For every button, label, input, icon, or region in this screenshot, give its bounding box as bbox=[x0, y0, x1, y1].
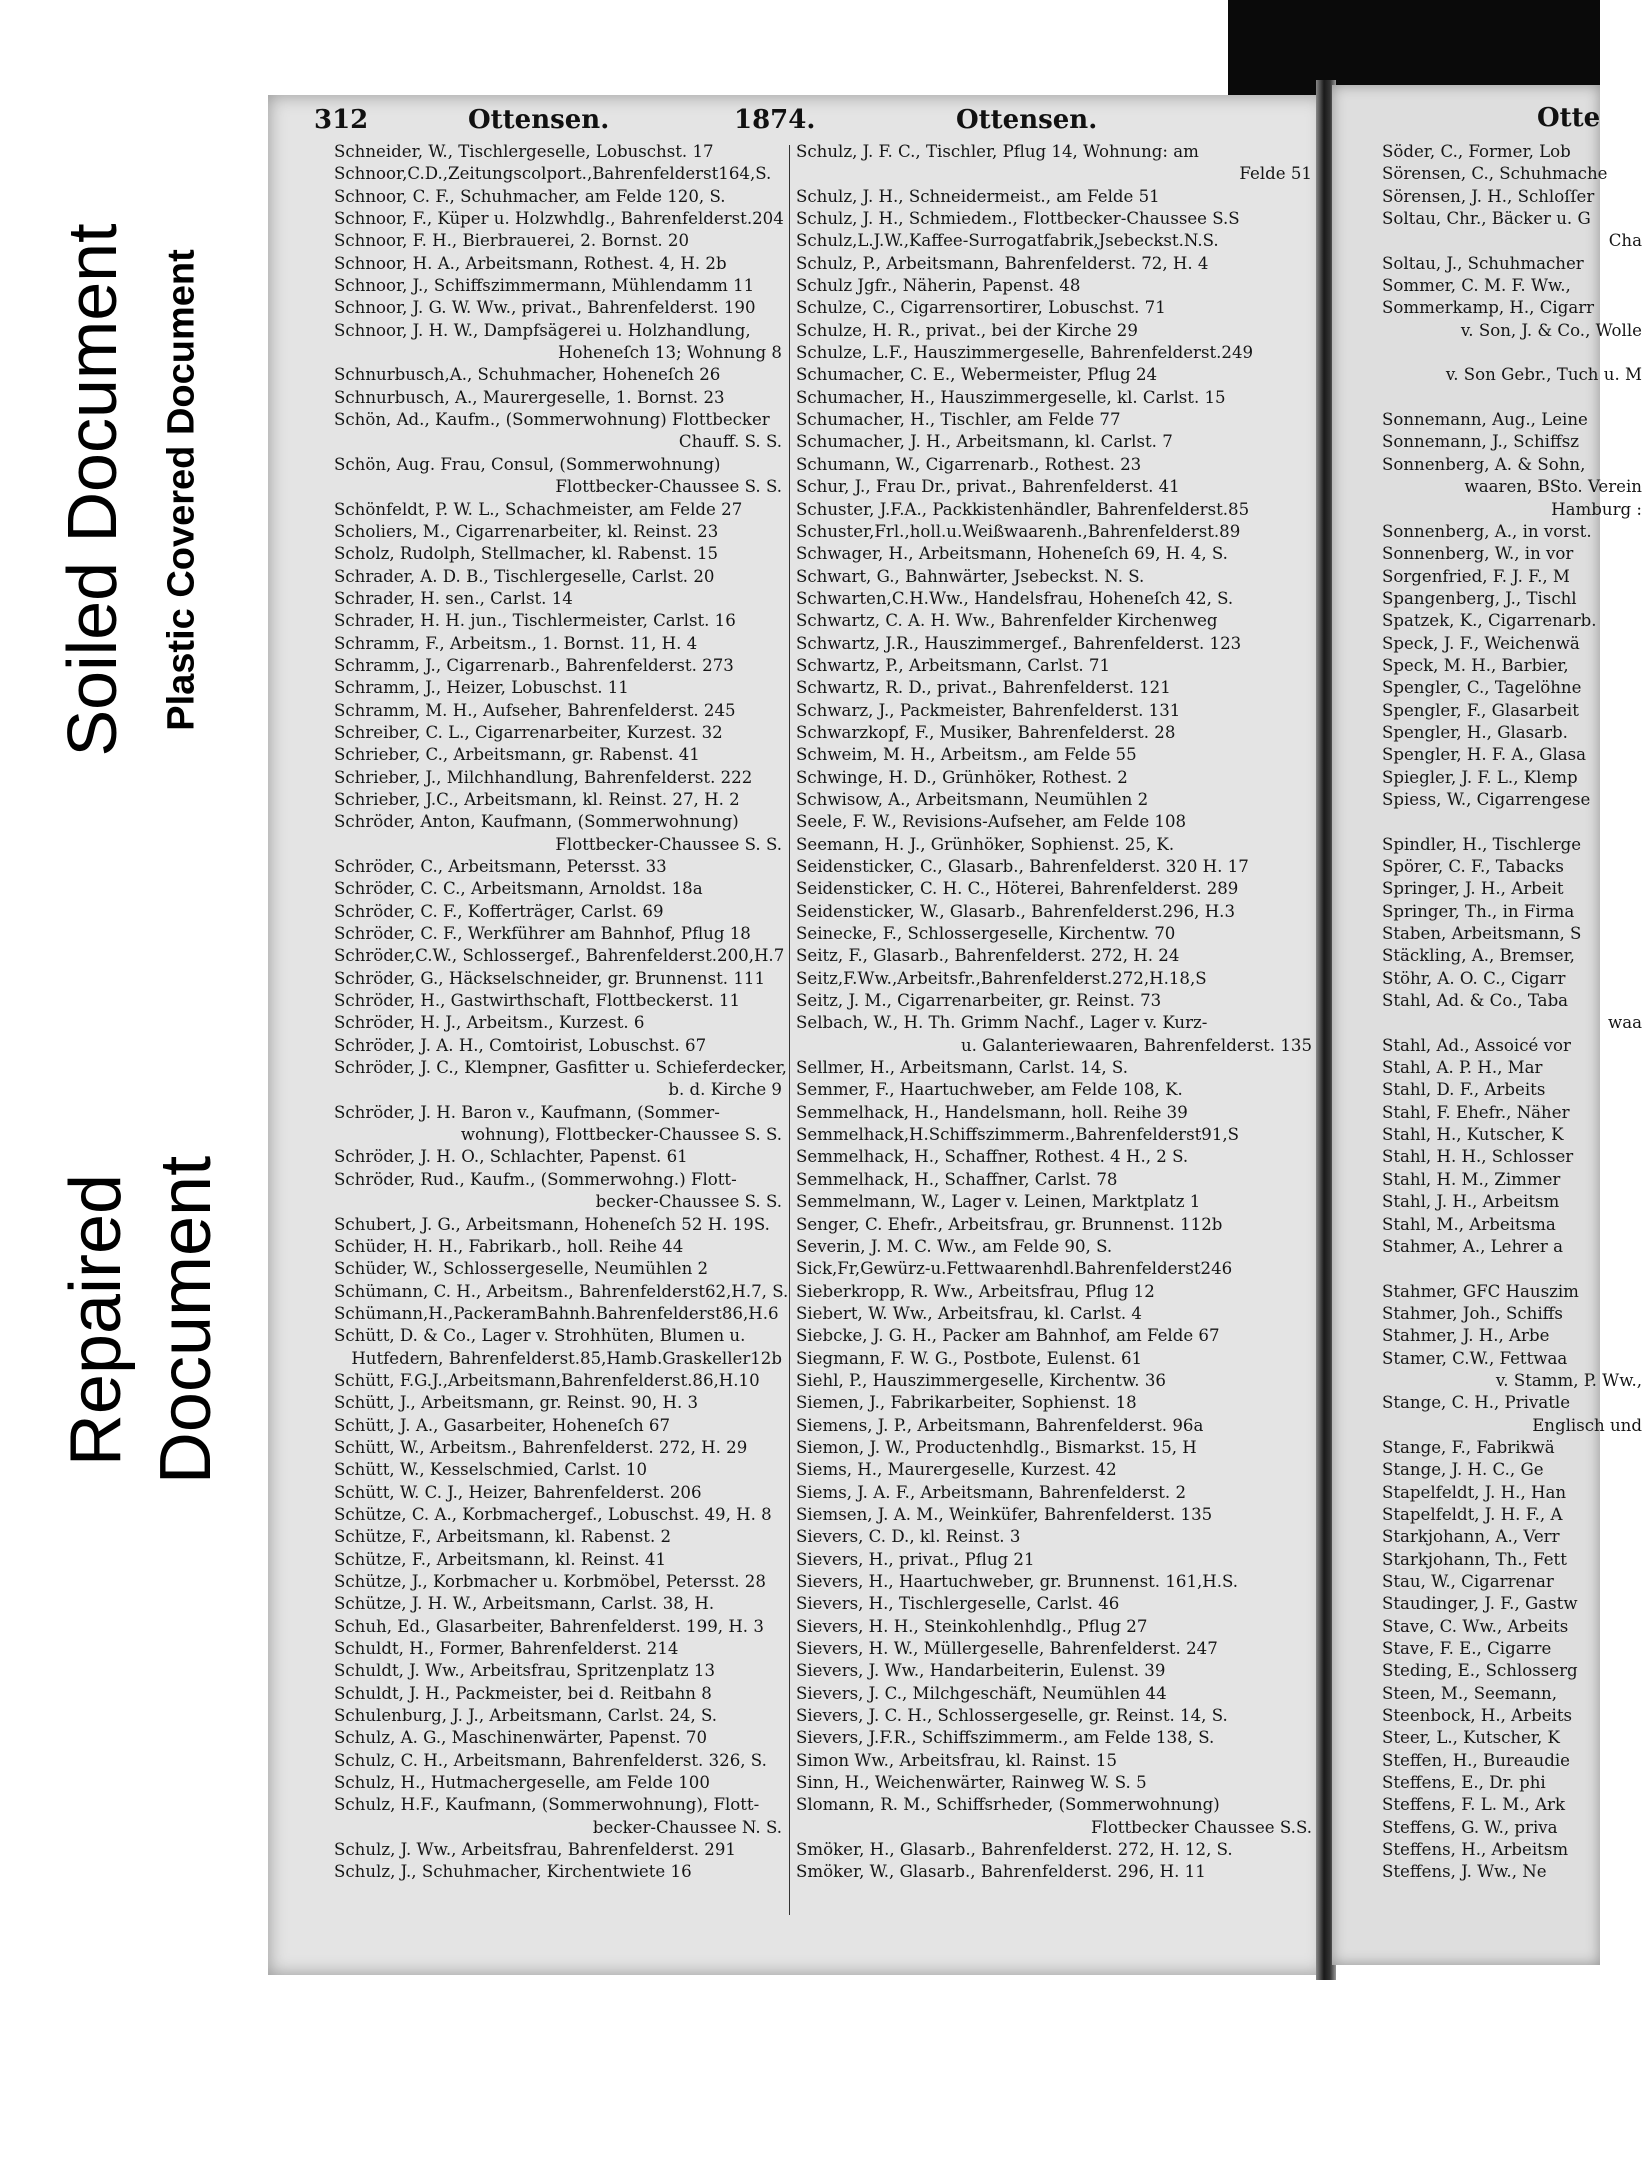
repaired-document-label bbox=[30, 1040, 230, 1600]
directory-entry: Stamer, C.W., Fettwaa bbox=[1382, 1348, 1568, 1368]
directory-entry: Schulz, A. G., Maschinenwärter, Papenst. 70 bbox=[334, 1728, 708, 1748]
directory-entry: Steen, M., Seemann, bbox=[1382, 1683, 1558, 1703]
directory-entry: Schnoor, F. H., Bierbrauerei, 2. Bornst. 20 bbox=[334, 231, 690, 251]
directory-entry: Semmer, F., Haartuchweber, am Felde 108, K. bbox=[796, 1080, 1183, 1100]
directory-entry: Schulz, J. H., Schmiedem., Flottbecker-Chaussee S.S bbox=[796, 209, 1240, 229]
directory-entry: Schröder, Anton, Kaufmann, (Sommerwohnung) bbox=[334, 812, 739, 832]
directory-entry: Schulze, L.F., Hauszimmergeselle, Bahrenfelderst.249 bbox=[796, 343, 1254, 363]
directory-entry: Schulz, J., Schuhmacher, Kirchentwiete 16 bbox=[334, 1862, 692, 1882]
directory-entry: Sievers, H., Haartuchweber, gr. Brunnenst. 161,H.S. bbox=[796, 1572, 1239, 1591]
directory-entry: Schnurbusch, A., Maurergeselle, 1. Bornst. 23 bbox=[334, 387, 725, 407]
directory-entry: Schütt, W., Kesselschmied, Carlst. 10 bbox=[334, 1460, 648, 1480]
directory-entry: Slomann, R. M., Schiffsrheder, (Sommerwohnung) bbox=[796, 1795, 1220, 1815]
directory-entry: Schulz Jgfr., Näherin, Papenst. 48 bbox=[796, 276, 1081, 296]
directory-entry: Stahmer, A., Lehrer a bbox=[1382, 1236, 1564, 1256]
directory-entry: Schütze, C. A., Korbmachergef., Lobuschst. 49, H. 8 bbox=[334, 1504, 772, 1524]
directory-entry: Schneider, W., Tischlergeselle, Lobuschst. 17 bbox=[334, 142, 714, 161]
directory-entry: Seitz, F., Glasarb., Bahrenfelderst. 272, H. 24 bbox=[796, 946, 1180, 966]
directory-entry: Selbach, W., H. Th. Grimm Nachf., Lager v. Kurz- bbox=[796, 1013, 1208, 1033]
directory-entry: Steer, L., Kutscher, K bbox=[1382, 1728, 1560, 1748]
directory-entry: Schröder, J. C., Klempner, Gasfitter u. Schieferdecker, bbox=[334, 1058, 787, 1078]
directory-entry bbox=[1382, 1258, 1642, 1280]
directory-entry: Schulz, J. Ww., Arbeitsfrau, Bahrenfelderst. 291 bbox=[334, 1840, 736, 1860]
directory-entry: Siems, J. A. F., Arbeitsmann, Bahrenfelderst. 2 bbox=[796, 1482, 1187, 1502]
directory-entry: Senger, C. Ehefr., Arbeitsfrau, gr. Brunnenst. 112b bbox=[796, 1214, 1223, 1234]
directory-entry: Schumacher, H., Tischler, am Felde 77 bbox=[796, 410, 1121, 430]
directory-entry: Springer, Th., in Firma bbox=[1382, 901, 1575, 921]
directory-entry: Siemon, J. W., Productenhdlg., Bismarkst. 15, H bbox=[796, 1437, 1197, 1457]
directory-entry: Semmelhack, H., Schaffner, Rothest. 4 H., 2 S. bbox=[796, 1147, 1189, 1167]
directory-entry: Schröder, Rud., Kaufm., (Sommerwohng.) Flott- bbox=[334, 1169, 737, 1189]
directory-entry: Starkjohann, A., Verr bbox=[1382, 1527, 1560, 1547]
directory-entry: Schütze, F., Arbeitsmann, kl. Reinst. 41 bbox=[334, 1549, 667, 1569]
directory-entry: Stau, W., Cigarrenar bbox=[1382, 1572, 1554, 1591]
directory-entry: Hutfedern, Bahrenfelderst.85,Hamb.Graskeller12b bbox=[351, 1348, 782, 1368]
directory-entry: Schütt, F.G.J.,Arbeitsmann,Bahrenfelderst.86,H.10 bbox=[334, 1370, 760, 1390]
directory-entry: Schumacher, J. H., Arbeitsmann, kl. Carlst. 7 bbox=[796, 432, 1173, 452]
directory-entry: Steding, E., Schlosserg bbox=[1382, 1661, 1578, 1681]
header-year: 1874. bbox=[734, 105, 816, 135]
directory-entry: Steffens, F. L. M., Ark bbox=[1382, 1795, 1566, 1815]
directory-entry: Schüder, H. H., Fabrikarb., holl. Reihe 44 bbox=[334, 1236, 684, 1256]
directory-entry: Sievers, H., Tischlergeselle, Carlst. 46 bbox=[796, 1594, 1120, 1614]
directory-entry: Schramm, F., Arbeitsm., 1. Bornst. 11, H. 4 bbox=[334, 633, 698, 653]
directory-entry: Schwager, H., Arbeitsmann, Hoheneſch 69, H. 4, S. bbox=[796, 544, 1228, 564]
directory-entry: Schuldt, J. H., Packmeister, bei d. Reitbahn 8 bbox=[334, 1683, 712, 1703]
directory-entry bbox=[1382, 342, 1642, 364]
directory-entry: Schuldt, J. Ww., Arbeitsfrau, Spritzenplatz 13 bbox=[334, 1661, 716, 1681]
directory-entry: Spatzek, K., Cigarrenarb. bbox=[1382, 611, 1597, 631]
directory-entry: Sievers, H. W., Müllergeselle, Bahrenfelderst. 247 bbox=[796, 1639, 1218, 1659]
directory-entry: Siems, H., Maurergeselle, Kurzest. 42 bbox=[796, 1460, 1117, 1480]
directory-entry: Steffens, G. W., priva bbox=[1382, 1817, 1558, 1837]
directory-entry: Stahl, H. M., Zimmer bbox=[1382, 1169, 1561, 1189]
directory-entry: Sinn, H., Weichenwärter, Rainweg W. S. 5 bbox=[796, 1773, 1147, 1793]
directory-entry: Stahl, A. P. H., Mar bbox=[1382, 1058, 1543, 1078]
next-page-column bbox=[1382, 141, 1642, 1884]
directory-entry: Sievers, J. C. H., Schlossergeselle, gr. Reinst. 14, S. bbox=[796, 1706, 1228, 1726]
directory-entry: Schwartz, C. A. H. Ww., Bahrenfelder Kirchenweg bbox=[796, 611, 1218, 631]
directory-entry: Spindler, H., Tischlerge bbox=[1382, 834, 1582, 854]
directory-entry: Schulz, H.F., Kaufmann, (Sommerwohnung), Flott- bbox=[334, 1795, 760, 1815]
directory-entry: Staben, Arbeitsmann, S bbox=[1382, 924, 1582, 944]
soiled-document-label bbox=[30, 140, 230, 840]
directory-entry: Sieberkropp, R. Ww., Arbeitsfrau, Pflug 12 bbox=[796, 1281, 1155, 1301]
directory-entry: Schnoor, H. A., Arbeitsmann, Rothest. 4, H. 2b bbox=[334, 253, 727, 273]
directory-entry: Steffen, H., Bureaudie bbox=[1382, 1750, 1570, 1770]
directory-entry: Seinecke, F., Schlossergeselle, Kirchentw. 70 bbox=[796, 924, 1176, 944]
directory-entry: Schnoor, J. H. W., Dampfsägerei u. Holzhandlung, bbox=[334, 320, 751, 340]
directory-entry: Schulze, H. R., privat., bei der Kirche 29 bbox=[796, 320, 1138, 340]
directory-entry: Schreiber, C. L., Cigarrenarbeiter, Kurzest. 32 bbox=[334, 722, 723, 742]
directory-entry: Schramm, J., Cigarrenarb., Bahrenfelderst. 273 bbox=[334, 655, 734, 675]
directory-entry: Spangenberg, J., Tischl bbox=[1382, 588, 1577, 608]
directory-entry: Stäckling, A., Bremser, bbox=[1382, 946, 1575, 966]
directory-entry: Schulz, H., Hutmachergeselle, am Felde 100 bbox=[334, 1773, 710, 1793]
directory-entry: Siehl, P., Hauszimmergeselle, Kirchentw. 36 bbox=[796, 1370, 1166, 1390]
directory-entry: Sorgenfried, F. J. F., M bbox=[1382, 566, 1570, 586]
directory-entry: Simon Ww., Arbeitsfrau, kl. Rainst. 15 bbox=[796, 1750, 1118, 1770]
directory-entry: Schrader, H. H. jun., Tischlermeister, Carlst. 16 bbox=[334, 611, 736, 631]
directory-entry: v. Stamm, P. Ww., bbox=[1495, 1370, 1642, 1390]
directory-entry: Speck, J. F., Weichenwä bbox=[1382, 633, 1580, 653]
directory-entry: Spiess, W., Cigarrengese bbox=[1382, 789, 1591, 809]
directory-entry: Schümann,H.,PackeramBahnh.Bahrenfelderst86,H.6 bbox=[334, 1303, 779, 1323]
directory-entry: Springer, J. H., Arbeit bbox=[1382, 879, 1564, 899]
directory-entry: Hamburg : bbox=[1551, 499, 1642, 519]
directory-entry: Siemsen, J. A. M., Weinküfer, Bahrenfelderst. 135 bbox=[796, 1504, 1213, 1524]
directory-entry: Schümann, C. H., Arbeitsm., Bahrenfelderst62,H.7, S. bbox=[334, 1281, 789, 1301]
directory-entry: Schön, Ad., Kaufm., (Sommerwohnung) Flottbecker bbox=[334, 410, 770, 430]
directory-entry: Spörer, C. F., Tabacks bbox=[1382, 857, 1564, 876]
directory-entry: v. Son Gebr., Tuch u. M bbox=[1445, 365, 1642, 385]
directory-entry: waa bbox=[1608, 1013, 1642, 1033]
directory-entry: Schröder, C., Arbeitsmann, Petersst. 33 bbox=[334, 857, 667, 876]
directory-entry: Hoheneſch 13; Wohnung 8 bbox=[558, 343, 782, 363]
directory-entry: v. Son, J. & Co., Wolle bbox=[1460, 320, 1642, 340]
directory-entry: Siegmann, F. W. G., Postbote, Eulenst. 61 bbox=[796, 1348, 1143, 1368]
directory-entry: Schnurbusch,A., Schuhmacher, Hoheneſch 26 bbox=[334, 365, 721, 385]
directory-entry: Chauff. S. S. bbox=[678, 432, 782, 452]
document-text: Document bbox=[146, 1155, 226, 1485]
directory-entry: Smöker, H., Glasarb., Bahrenfelderst. 272, H. 12, S. bbox=[796, 1840, 1233, 1860]
directory-entry: Schuster,Frl.,holl.u.Weißwaarenh.,Bahrenfelderst.89 bbox=[796, 521, 1241, 541]
directory-entry: Schütt, W. C. J., Heizer, Bahrenfelderst. 206 bbox=[334, 1482, 702, 1502]
directory-entry: Schulz, J. H., Schneidermeist., am Felde 51 bbox=[796, 186, 1160, 206]
directory-entry: Siemens, J. P., Arbeitsmann, Bahrenfelderst. 96a bbox=[796, 1415, 1204, 1435]
directory-entry: Schwartz, P., Arbeitsmann, Carlst. 71 bbox=[796, 655, 1111, 675]
directory-entry: Stahmer, J. H., Arbe bbox=[1382, 1326, 1550, 1346]
page-number: 312 bbox=[314, 105, 369, 135]
directory-entry: Stahl, J. H., Arbeitsm bbox=[1382, 1192, 1560, 1212]
directory-entry: Stange, F., Fabrikwä bbox=[1382, 1437, 1555, 1457]
directory-entry: Schütt, W., Arbeitsm., Bahrenfelderst. 272, H. 29 bbox=[334, 1437, 748, 1457]
directory-entry: Flottbecker-Chaussee S. S. bbox=[555, 834, 782, 854]
next-page bbox=[1332, 85, 1642, 1965]
directory-entry: Seele, F. W., Revisions-Aufseher, am Felde 108 bbox=[796, 812, 1187, 832]
directory-entry: Scholz, Rudolph, Stellmacher, kl. Rabenst. 15 bbox=[334, 544, 719, 564]
directory-entry: Schröder, C. F., Werkführer am Bahnhof, Pflug 18 bbox=[334, 924, 751, 944]
directory-entry: Sellmer, H., Arbeitsmann, Carlst. 14, S. bbox=[796, 1058, 1128, 1078]
directory-entry: Stahl, Ad., Assoicé vor bbox=[1382, 1035, 1571, 1055]
directory-entry: Siemen, J., Fabrikarbeiter, Sophienst. 18 bbox=[796, 1393, 1137, 1413]
directory-entry: Steffens, J. Ww., Ne bbox=[1382, 1862, 1547, 1882]
directory-entry: Siebcke, J. G. H., Packer am Bahnhof, am Felde 67 bbox=[796, 1326, 1220, 1346]
directory-entry: Sörensen, C., Schuhmache bbox=[1382, 164, 1608, 184]
directory-entry: Schnoor,C.D.,Zeitungscolport.,Bahrenfelderst164,S. bbox=[334, 164, 772, 184]
directory-entry: Schulenburg, J. J., Arbeitsmann, Carlst. 24, S. bbox=[334, 1706, 718, 1726]
directory-entry: Schröder, G., Häckselschneider, gr. Brunnenst. 111 bbox=[334, 968, 766, 988]
directory-entry: Stahl, D. F., Arbeits bbox=[1382, 1080, 1546, 1100]
directory-entry: Speck, M. H., Barbier, bbox=[1382, 655, 1569, 675]
directory-entry: Spiegler, J. F. L., Klemp bbox=[1382, 767, 1578, 787]
directory-entry: Felde 51 bbox=[1239, 164, 1312, 184]
directory-entry: Schnoor, C. F., Schuhmacher, am Felde 120, S. bbox=[334, 186, 726, 206]
column-divider bbox=[789, 145, 790, 1915]
directory-entry: Sievers, J. C., Milchgeschäft, Neumühlen 44 bbox=[796, 1683, 1167, 1703]
directory-entry: Seidensticker, C., Glasarb., Bahrenfelderst. 320 H. 17 bbox=[796, 857, 1249, 876]
directory-entry: Schumacher, H., Hauszimmergeselle, kl. Carlst. 15 bbox=[796, 387, 1226, 407]
directory-entry: Söder, C., Former, Lob bbox=[1382, 142, 1571, 161]
directory-entry bbox=[1382, 811, 1642, 833]
directory-entry: Spengler, H., Glasarb. bbox=[1382, 722, 1568, 742]
directory-entry: Schröder, J. H. Baron v., Kaufmann, (Sommer- bbox=[334, 1102, 720, 1122]
directory-entry: Schnoor, J. G. W. Ww., privat., Bahrenfelderst. 190 bbox=[334, 298, 756, 318]
directory-entry: Schwarten,C.H.Ww., Handelsfrau, Hoheneſch 42, S. bbox=[796, 588, 1234, 608]
directory-entry: Sonnemann, Aug., Leine bbox=[1382, 410, 1588, 430]
directory-entry: Stahl, F. Ehefr., Näher bbox=[1382, 1102, 1570, 1122]
directory-entry: Schüder, W., Schlossergeselle, Neumühlen 2 bbox=[334, 1259, 709, 1279]
directory-entry: Semmelhack, H., Schaffner, Carlst. 78 bbox=[796, 1169, 1118, 1189]
directory-entry: Schütt, D. & Co., Lager v. Strohhüten, Blumen u. bbox=[334, 1326, 746, 1346]
directory-entry: Schönfeldt, P. W. L., Schachmeister, am Felde 27 bbox=[334, 499, 743, 519]
directory-entry: Seidensticker, W., Glasarb., Bahrenfelderst.296, H.3 bbox=[796, 901, 1236, 921]
directory-entry: Sievers, C. D., kl. Reinst. 3 bbox=[796, 1527, 1021, 1547]
header-place-right: Ottensen. bbox=[956, 105, 1098, 135]
page-header bbox=[268, 105, 1326, 141]
directory-entry: Stave, F. E., Cigarre bbox=[1382, 1639, 1552, 1659]
directory-entry bbox=[1382, 387, 1642, 409]
directory-entry: Schröder, H., Gastwirthschaft, Flottbeckerst. 11 bbox=[334, 991, 741, 1011]
directory-entry: Schröder, C. C., Arbeitsmann, Arnoldst. 18a bbox=[334, 879, 703, 899]
right-column bbox=[796, 141, 1312, 1884]
directory-entry: Seemann, H. J., Grünhöker, Sophienst. 25, K. bbox=[796, 834, 1175, 854]
directory-entry: Schwisow, A., Arbeitsmann, Neumühlen 2 bbox=[796, 789, 1149, 809]
directory-entry: Seidensticker, C. H. C., Höterei, Bahrenfelderst. 289 bbox=[796, 879, 1239, 899]
directory-entry: Sonnenberg, A. & Sohn, bbox=[1382, 454, 1586, 474]
directory-entry: Stöhr, A. O. C., Cigarr bbox=[1382, 968, 1566, 988]
directory-entry: Siebert, W. Ww., Arbeitsfrau, kl. Carlst. 4 bbox=[796, 1303, 1142, 1323]
directory-entry: Sonnenberg, A., in vorst. bbox=[1382, 521, 1592, 541]
directory-entry: Stahl, H., Kutscher, K bbox=[1382, 1125, 1564, 1145]
directory-entry: Sonnemann, J., Schiffsz bbox=[1382, 432, 1579, 452]
directory-entry: Stahl, M., Arbeitsma bbox=[1382, 1214, 1556, 1234]
directory-entry: Schütt, J., Arbeitsmann, gr. Reinst. 90, H. 3 bbox=[334, 1393, 699, 1413]
directory-entry: Schröder, C. F., Kofferträger, Carlst. 69 bbox=[334, 901, 664, 921]
directory-entry: Englisch und bbox=[1532, 1415, 1642, 1435]
directory-entry: Sörensen, J. H., Schloſſer bbox=[1382, 186, 1595, 206]
directory-entry: Schumacher, C. E., Webermeister, Pflug 24 bbox=[796, 365, 1158, 385]
directory-entry: Stange, C. H., Privatle bbox=[1382, 1393, 1571, 1413]
directory-entry: Stapelfeldt, J. H. F., A bbox=[1382, 1504, 1563, 1524]
directory-entry: u. Galanteriewaaren, Bahrenfelderst. 135 bbox=[960, 1035, 1312, 1055]
directory-entry: Seitz, J. M., Cigarrenarbeiter, gr. Reinst. 73 bbox=[796, 991, 1162, 1011]
directory-entry: Sievers, H., privat., Pflug 21 bbox=[796, 1549, 1035, 1569]
directory-entry: Stahmer, GFC Hauszim bbox=[1382, 1281, 1579, 1301]
directory-entry: Sick,Fr,Gewürz-u.Fettwaarenhdl.Bahrenfelderst246 bbox=[796, 1259, 1233, 1279]
soiled-document-text: Soiled Document bbox=[53, 223, 131, 757]
directory-entry: Sommer, C. M. F. Ww., bbox=[1382, 276, 1571, 296]
directory-entry: Schulze, C., Cigarrensortirer, Lobuschst. 71 bbox=[796, 298, 1166, 318]
left-column bbox=[334, 141, 789, 1884]
directory-entry: Steffens, E., Dr. phi bbox=[1382, 1773, 1546, 1793]
directory-entry: Sievers, J. Ww., Handarbeiterin, Eulenst. 39 bbox=[796, 1661, 1166, 1681]
directory-entry: Stange, J. H. C., Ge bbox=[1382, 1460, 1544, 1480]
directory-entry: Schuldt, H., Former, Bahrenfelderst. 214 bbox=[334, 1639, 679, 1659]
directory-entry: Schröder, J. H. O., Schlachter, Papenst. 61 bbox=[334, 1147, 688, 1167]
header-place-left: Ottensen. bbox=[468, 105, 610, 135]
plastic-covered-text: Plastic Covered Document bbox=[160, 249, 203, 731]
directory-entry: Seitz,F.Ww.,Arbeitsfr.,Bahrenfelderst.272,H.18,S bbox=[796, 968, 1207, 988]
directory-entry: Schulz,L.J.W.,Kaffee-Surrogatfabrik,Jsebeckst.N.S. bbox=[796, 231, 1219, 251]
directory-entry: Schröder,C.W., Schlossergef., Bahrenfelderst.200,H.7 bbox=[334, 946, 785, 966]
directory-entry: Schramm, J., Heizer, Lobuschst. 11 bbox=[334, 678, 629, 698]
directory-entry: Schubert, J. G., Arbeitsmann, Hoheneſch 52 H. 19S. bbox=[334, 1214, 770, 1234]
directory-entry: Schulz, J. F. C., Tischler, Pflug 14, Wohnung: am bbox=[796, 142, 1199, 161]
directory-entry: Schuh, Ed., Glasarbeiter, Bahrenfelderst. 199, H. 3 bbox=[334, 1616, 764, 1636]
directory-entry: b. d. Kirche 9 bbox=[668, 1080, 782, 1100]
directory-entry: Schütze, J. H. W., Arbeitsmann, Carlst. 38, H. bbox=[334, 1594, 715, 1614]
directory-entry: Semmelhack,H.Schiffszimmerm.,Bahrenfelderst91,S bbox=[796, 1125, 1240, 1145]
directory-entry: Scholiers, M., Cigarrenarbeiter, kl. Reinst. 23 bbox=[334, 521, 719, 541]
directory-entry: Schwinge, H. D., Grünhöker, Rothest. 2 bbox=[796, 767, 1128, 787]
directory-entry: Schweim, M. H., Arbeitsm., am Felde 55 bbox=[796, 745, 1137, 765]
directory-entry: Sievers, J.F.R., Schiffszimmerm., am Felde 138, S. bbox=[796, 1728, 1215, 1748]
directory-entry: Spengler, H. F. A., Glasa bbox=[1382, 745, 1587, 765]
directory-entry: Spengler, C., Tagelöhne bbox=[1382, 678, 1582, 698]
directory-entry: Soltau, J., Schuhmacher bbox=[1382, 253, 1584, 273]
directory-entry: waaren, BSto. Verein bbox=[1464, 477, 1642, 497]
directory-entry: Schumann, W., Cigarrenarb., Rothest. 23 bbox=[796, 454, 1142, 474]
directory-entry: Cha bbox=[1608, 231, 1642, 251]
directory-entry: Stahl, H. H., Schlosser bbox=[1382, 1147, 1574, 1167]
directory-entry: Schuster, J.F.A., Packkistenhändler, Bahrenfelderst.85 bbox=[796, 499, 1250, 519]
directory-entry: Sonnenberg, W., in vor bbox=[1382, 544, 1574, 564]
directory-entry: Spengler, F., Glasarbeit bbox=[1382, 700, 1579, 720]
directory-entry: Schön, Aug. Frau, Consul, (Sommerwohnung) bbox=[334, 454, 721, 474]
directory-entry: Sommerkamp, H., Cigarr bbox=[1382, 298, 1595, 318]
directory-entry: Schur, J., Frau Dr., privat., Bahrenfelderst. 41 bbox=[796, 477, 1180, 497]
directory-entry: Schulz, P., Arbeitsmann, Bahrenfelderst. 72, H. 4 bbox=[796, 253, 1209, 273]
directory-entry: Schrieber, C., Arbeitsmann, gr. Rabenst. 41 bbox=[334, 745, 700, 765]
directory-entry: Schwarz, J., Packmeister, Bahrenfelderst. 131 bbox=[796, 700, 1181, 720]
directory-entry: Schrader, A. D. B., Tischlergeselle, Carlst. 20 bbox=[334, 566, 715, 586]
directory-entry: Flottbecker Chaussee S.S. bbox=[1091, 1817, 1312, 1837]
directory-entry: Stave, C. Ww., Arbeits bbox=[1382, 1616, 1569, 1636]
directory-entry: Sievers, H. H., Steinkohlenhdlg., Pflug 27 bbox=[796, 1616, 1148, 1636]
directory-entry: Semmelmann, W., Lager v. Leinen, Marktplatz 1 bbox=[796, 1192, 1201, 1212]
black-border-strip bbox=[1228, 0, 1600, 95]
directory-entry: Staudinger, J. F., Gastw bbox=[1382, 1594, 1578, 1614]
directory-entry: Schwarzkopf, F., Musiker, Bahrenfelderst. 28 bbox=[796, 722, 1176, 742]
directory-entry: Schröder, H. J., Arbeitsm., Kurzest. 6 bbox=[334, 1013, 645, 1033]
directory-entry: Schrader, H. sen., Carlst. 14 bbox=[334, 588, 573, 608]
directory-entry: Schütze, F., Arbeitsmann, kl. Rabenst. 2 bbox=[334, 1527, 672, 1547]
directory-entry: Schramm, M. H., Aufseher, Bahrenfelderst. 245 bbox=[334, 700, 736, 720]
directory-entry: Smöker, W., Glasarb., Bahrenfelderst. 296, H. 11 bbox=[796, 1862, 1206, 1882]
directory-entry: becker-Chaussee S. S. bbox=[595, 1192, 782, 1212]
directory-entry: Schnoor, J., Schiffszimmermann, Mühlendamm 11 bbox=[334, 276, 755, 296]
directory-entry: Stahmer, Joh., Schiffs bbox=[1382, 1303, 1563, 1323]
directory-entry: becker-Chaussee N. S. bbox=[592, 1817, 782, 1837]
directory-entry: Schütt, J. A., Gasarbeiter, Hoheneſch 67 bbox=[334, 1415, 671, 1435]
directory-entry: Schütze, J., Korbmacher u. Korbmöbel, Petersst. 28 bbox=[334, 1572, 766, 1591]
directory-entry: Stahl, Ad. & Co., Taba bbox=[1382, 991, 1569, 1011]
directory-page bbox=[268, 95, 1326, 1975]
directory-entry: Schrieber, J., Milchhandlung, Bahrenfelderst. 222 bbox=[334, 767, 753, 787]
directory-entry: Steffens, H., Arbeitsm bbox=[1382, 1840, 1569, 1860]
directory-entry: Semmelhack, H., Handelsmann, holl. Reihe 39 bbox=[796, 1102, 1188, 1122]
directory-entry: Schrieber, J.C., Arbeitsmann, kl. Reinst. 27, H. 2 bbox=[334, 789, 740, 809]
next-page-header: Otte bbox=[1537, 103, 1601, 133]
directory-entry: Schwartz, J.R., Hauszimmergef., Bahrenfelderst. 123 bbox=[796, 633, 1242, 653]
directory-entry: wohnung), Flottbecker-Chaussee S. S. bbox=[460, 1125, 782, 1145]
directory-entry: Schwartz, R. D., privat., Bahrenfelderst. 121 bbox=[796, 678, 1171, 698]
directory-entry: Starkjohann, Th., Fett bbox=[1382, 1549, 1567, 1569]
directory-entry: Schnoor, F., Küper u. Holzwhdlg., Bahrenfelderst.204 bbox=[334, 209, 784, 229]
directory-entry: Schröder, J. A. H., Comtoirist, Lobuschst. 67 bbox=[334, 1035, 707, 1055]
directory-entry: Flottbecker-Chaussee S. S. bbox=[555, 477, 782, 497]
directory-entry: Schwart, G., Bahnwärter, Jsebeckst. N. S. bbox=[796, 566, 1145, 586]
repaired-text: Repaired bbox=[56, 1173, 136, 1467]
directory-entry: Schulz, C. H., Arbeitsmann, Bahrenfelderst. 326, S. bbox=[334, 1750, 767, 1770]
directory-entry: Severin, J. M. C. Ww., am Felde 90, S. bbox=[796, 1236, 1113, 1256]
directory-entry: Stapelfeldt, J. H., Han bbox=[1382, 1482, 1567, 1502]
directory-entry: Steenbock, H., Arbeits bbox=[1382, 1706, 1573, 1726]
directory-entry: Soltau, Chr., Bäcker u. G bbox=[1382, 209, 1591, 229]
